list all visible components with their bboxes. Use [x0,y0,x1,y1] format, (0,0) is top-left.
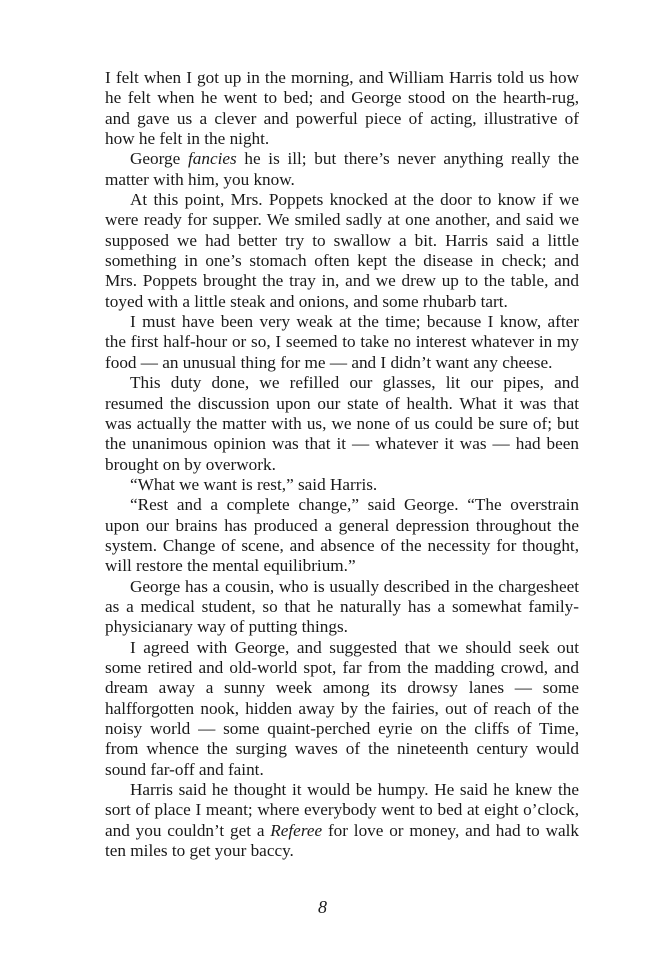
paragraph-supper [105,190,579,312]
paragraph-rest [105,475,579,495]
paragraph-text: “Rest and a complete change,” said George. “The overstrain upon our brains has produced a general depression throughout the system. Change of scene, and absence of the necessity for thought, will restore the mental equilibrium.” [105,495,579,576]
paragraph-text: George has a cousin, who is usually described in the chargesheet as a medical student, so that he naturally has a somewhat family-physicianary way of putting things. [105,576,579,637]
paragraph-text: I felt when I got up in the morning, and William Harris told us how he felt when he went to bed; and George stood on the hearth-rug, and gave us a clever and powerful piece of acting, illustrative of how he felt in the night. [105,68,579,149]
paragraph-text: Harris said he thought it would be humpy. He said he knew the sort of place I meant; where everybody went to bed at eight o’clock, and you couldn’t get a [105,780,579,840]
emphasis-fancies: fancies [187,149,237,169]
paragraph-text: I must have been very weak at the time; because I know, after the first half-hour or so, I seemed to take no interest whatever in my food — an unusual thing for me — and I didn’t want any cheese. [105,312,579,372]
page-number: 8 [318,897,327,917]
paragraph-text: for love or money, and had to walk ten miles to get your baccy. [105,820,579,861]
paragraph-text: he is ill; but there’s never anything really the matter with him, you know. [105,149,579,189]
paragraph-text: This duty done, we refilled our glasses, lit our pipes, and resumed the discussion upon our state of health. What it was that was actually the matter with us, we none of us could be sure of; but the unanimous opinion was that it — whatever it was — had been brought on by overwork. [105,373,579,474]
paragraph-weak [105,312,579,373]
paragraph-continued [105,68,579,149]
paragraph-text: At this point, Mrs. Poppets knocked at the door to know if we were ready for supper. We smiled sadly at one another, and said we supposed we had better try to swallow a bit. Harris said a little something in one’s stomach often kept the disease in check; and Mrs. Poppets brought the tray in, and we drew up to the table, and toyed with a little steak and onions, and some rhubarb tart. [105,190,579,311]
paragraph-text: “What we want is rest,” said Harris. [130,474,378,494]
paragraph-cousin [105,577,579,638]
emphasis-referee: Referee [270,820,323,840]
paragraph-complete-change [105,495,579,576]
book-page-body [105,68,579,861]
paragraph-george-fancies [105,149,579,190]
paragraph-humpy [105,780,579,861]
paragraph-duty-done [105,373,579,475]
paragraph-agreed [105,638,579,780]
paragraph-text: George [130,149,188,169]
paragraph-text: I agreed with George, and suggested that we should seek out some retired and old-world spot, far from the madding crowd, and dream away a sunny week among its drowsy lanes — some halfforgotten nook, hidden away by the fairies, out of reach of the noisy world — some quaint-perched eyrie on the cliffs of Time, from whence the surging waves of the nineteenth century would sound far-off and faint. [105,637,579,779]
